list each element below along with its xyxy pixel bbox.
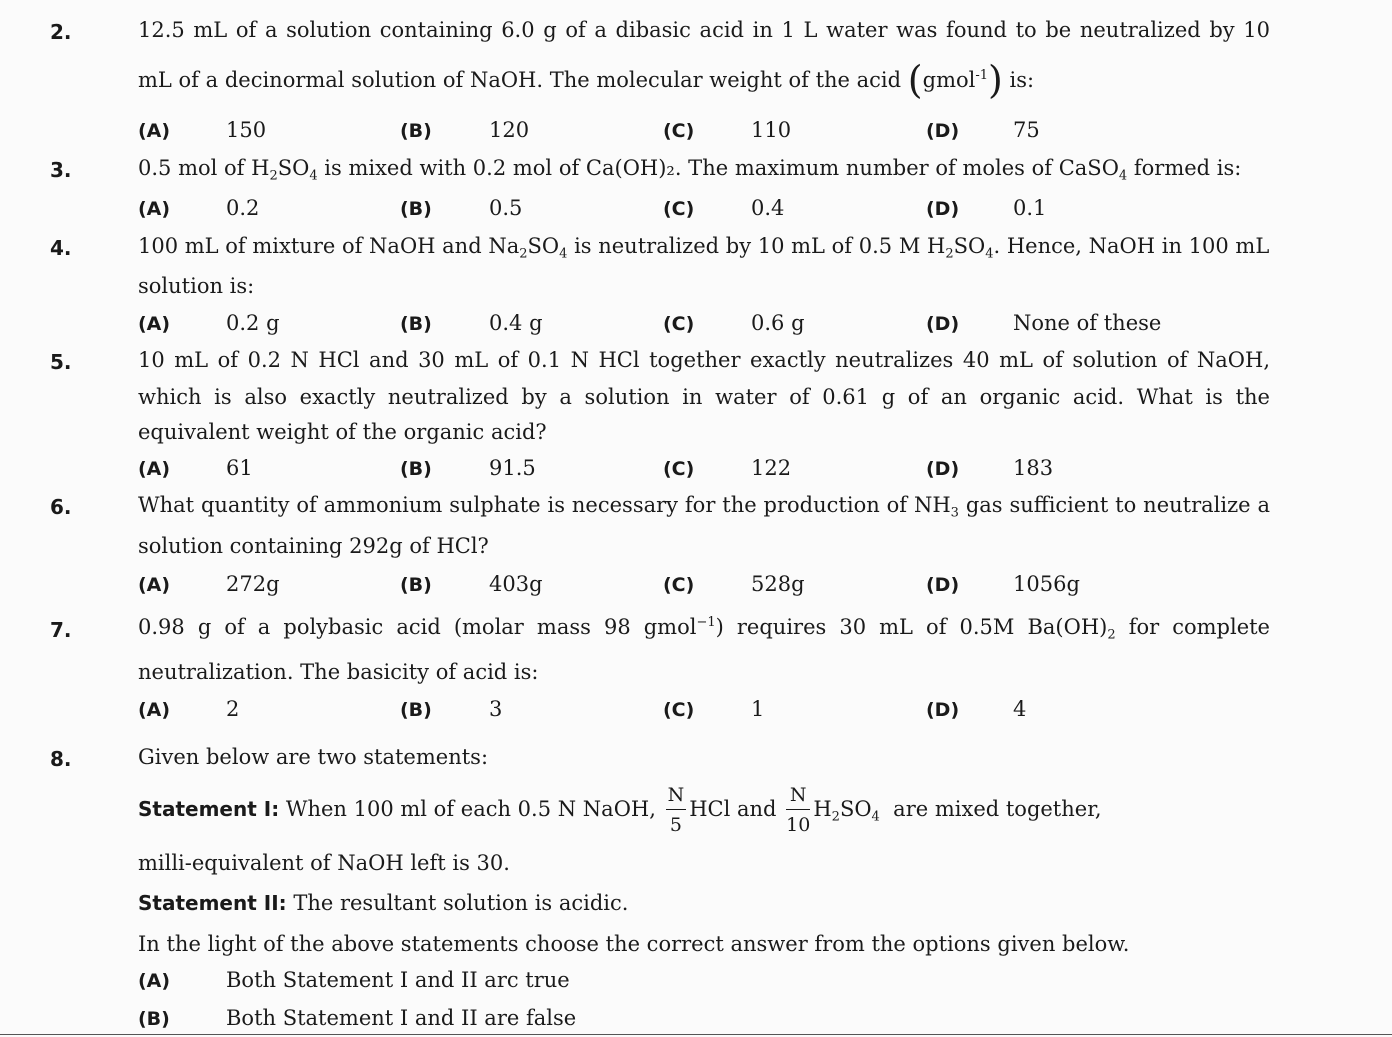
- option-value: Both Statement I and II arc true: [226, 968, 570, 992]
- option-label: (B): [400, 120, 432, 142]
- question-number: 7.: [50, 618, 72, 642]
- option-value: 0.6 g: [751, 311, 805, 335]
- option-value: 0.1: [1013, 196, 1047, 220]
- question-text: 0.5 mol of $H_2SO_4$ is mixed with 0.2 mol of Ca(OH)₂. The maximum number of moles of CaSO$_4$ formed is:: [138, 156, 1242, 184]
- question-text: mL of a decinormal solution of NaOH. The molecular weight of the acid (gmol$^{-1}$) is:: [138, 58, 1035, 102]
- question-number: 8.: [50, 747, 72, 771]
- question-text: equivalent weight of the organic acid?: [138, 420, 547, 444]
- question-number: 3.: [50, 158, 72, 182]
- question-text: Given below are two statements:: [138, 745, 489, 769]
- option-label: (B): [400, 313, 432, 335]
- option-value: 528g: [751, 572, 805, 596]
- option-label: (D): [926, 458, 960, 480]
- option-label: (B): [138, 1008, 170, 1030]
- option-value: 0.2: [226, 196, 260, 220]
- option-label: (D): [926, 313, 960, 335]
- option-value: 4: [1013, 697, 1027, 721]
- option-label: (C): [663, 699, 695, 721]
- option-label: (A): [138, 699, 171, 721]
- option-label: (D): [926, 120, 960, 142]
- option-value: 150: [226, 118, 267, 142]
- option-label: (A): [138, 313, 171, 335]
- option-label: (C): [663, 313, 695, 335]
- option-label: (B): [400, 458, 432, 480]
- option-value: 75: [1013, 118, 1040, 142]
- question-text: solution is:: [138, 274, 255, 298]
- statement-1: Statement I: When 100 ml of each 0.5 N NaOH, $\frac{N}{5}$ HCl and $\frac{N}{10}$ $H_2SO_4$ are mixed together,: [138, 784, 1102, 836]
- option-label: (A): [138, 458, 171, 480]
- option-value: 272g: [226, 572, 280, 596]
- option-label: (B): [400, 574, 432, 596]
- option-label: (B): [400, 699, 432, 721]
- option-label: (C): [663, 458, 695, 480]
- option-label: (A): [138, 970, 171, 992]
- option-value: 0.4: [751, 196, 785, 220]
- option-label: (A): [138, 198, 171, 220]
- question-text: 12.5 mL of a solution containing 6.0 g of a dibasic acid in 1 L water was found to be neutralized by 10: [138, 18, 1270, 42]
- option-label: (D): [926, 574, 960, 596]
- option-value: 0.4 g: [489, 311, 543, 335]
- question-number: 5.: [50, 350, 72, 374]
- option-label: (B): [400, 198, 432, 220]
- option-label: (C): [663, 574, 695, 596]
- question-text: 0.98 g of a polybasic acid (molar mass 98 gmol$^{-1}$) requires 30 mL of 0.5M $Ba(OH)_2$ for complete: [138, 615, 1270, 643]
- option-value: None of these: [1013, 311, 1162, 335]
- option-value: 1: [751, 697, 765, 721]
- statement-1-continued: milli-equivalent of NaOH left is 30.: [138, 851, 510, 875]
- question-text: 100 mL of mixture of NaOH and $Na_2SO_4$ is neutralized by 10 mL of 0.5 M $H_2SO_4$. Hence, NaOH in 100 mL: [138, 234, 1270, 262]
- question-text: 10 mL of 0.2 N HCl and 30 mL of 0.1 N HCl together exactly neutralizes 40 mL of solution of NaOH,: [138, 348, 1270, 372]
- statement-2: Statement II: The resultant solution is acidic.: [138, 891, 629, 915]
- question-prompt: In the light of the above statements choose the correct answer from the options given below.: [138, 932, 1130, 956]
- option-value: 0.2 g: [226, 311, 280, 335]
- option-value: 3: [489, 697, 503, 721]
- option-value: 120: [489, 118, 530, 142]
- option-label: (D): [926, 198, 960, 220]
- option-value: 1056g: [1013, 572, 1080, 596]
- option-value: 61: [226, 456, 253, 480]
- question-number: 4.: [50, 236, 72, 260]
- option-value: 2: [226, 697, 240, 721]
- option-value: 403g: [489, 572, 543, 596]
- question-text: solution containing 292g of HCl?: [138, 534, 489, 558]
- question-text: which is also exactly neutralized by a solution in water of 0.61 g of an organic acid. What is the: [138, 385, 1270, 409]
- question-text: What quantity of ammonium sulphate is necessary for the production of $NH_3$ gas sufficient to neutralize a: [138, 493, 1270, 521]
- option-label: (C): [663, 198, 695, 220]
- option-value: 110: [751, 118, 792, 142]
- question-number: 6.: [50, 495, 72, 519]
- option-value: 183: [1013, 456, 1054, 480]
- question-number: 2.: [50, 20, 72, 44]
- option-value: Both Statement I and II are false: [226, 1006, 577, 1030]
- option-value: 122: [751, 456, 792, 480]
- option-value: 0.5: [489, 196, 523, 220]
- option-label: (A): [138, 574, 171, 596]
- page-divider: [0, 1034, 1392, 1035]
- option-label: (D): [926, 699, 960, 721]
- option-value: 91.5: [489, 456, 536, 480]
- question-text: neutralization. The basicity of acid is:: [138, 660, 539, 684]
- option-label: (C): [663, 120, 695, 142]
- option-label: (A): [138, 120, 171, 142]
